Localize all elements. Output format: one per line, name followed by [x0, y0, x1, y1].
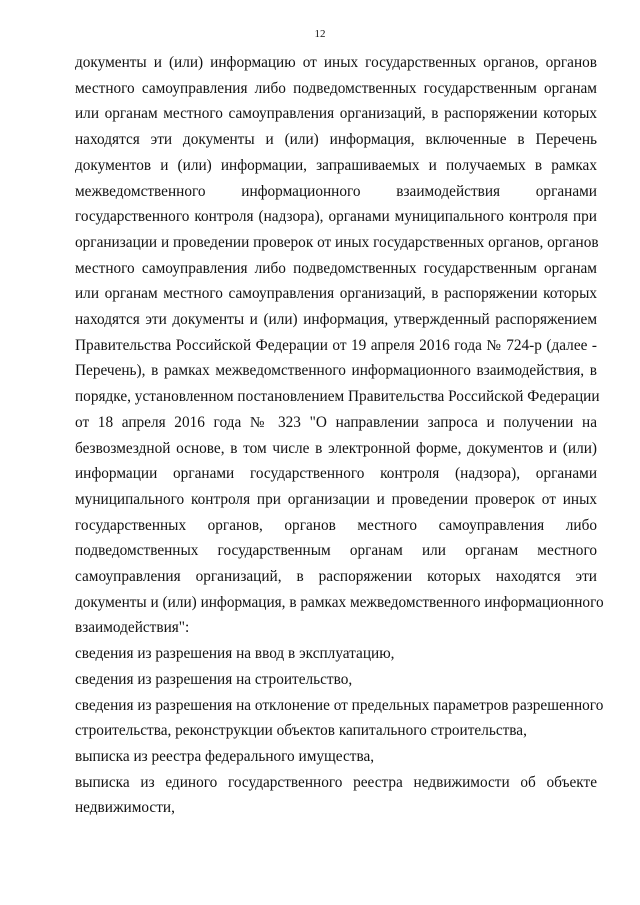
document-list — [75, 641, 604, 821]
paragraph-line: документы и (или) информация, в рамках межведомственного информационного — [75, 593, 604, 611]
list-item: выписка из реестра федерального имущества, — [75, 747, 375, 765]
paragraph-line: местного самоуправления либо подведомственных государственным органам — [75, 79, 597, 97]
paragraph-line: от 18 апреля 2016 года № 323 "О направлении запроса и получении на — [75, 413, 597, 431]
paragraph-line: документы и (или) информацию от иных государственных органов, органов — [75, 54, 597, 71]
list-item: сведения из разрешения на ввод в эксплуатацию, — [75, 645, 395, 663]
page-number: 12 — [314, 28, 326, 40]
paragraph-line: или органам местного самоуправления организаций, в распоряжении которых — [75, 285, 597, 303]
paragraph-line: или органам местного самоуправления организаций, в распоряжении которых — [75, 105, 597, 123]
paragraph-line: самоуправления организаций, в распоряжении которых находятся эти — [75, 568, 597, 586]
paragraph-line: межведомственного информационного взаимодействия органами — [75, 182, 597, 200]
list-item: выписка из единого государственного реестра недвижимости об объекте — [75, 773, 597, 791]
paragraph-line: Правительства Российской Федерации от 19 апреля 2016 года № 724-р (далее - — [75, 336, 597, 354]
paragraph-line: местного самоуправления либо подведомственных государственным органам — [75, 259, 597, 277]
paragraph-line: взаимодействия": — [75, 619, 190, 637]
list-item-continuation: недвижимости, — [75, 799, 175, 817]
list-item: сведения из разрешения на строительство, — [75, 670, 353, 688]
paragraph-line: государственных органов, органов местного самоуправления либо — [75, 516, 597, 534]
list-item: сведения из разрешения на отклонение от предельных параметров разрешенного — [75, 696, 604, 714]
paragraph-line: подведомственных государственным органам или органам местного — [75, 542, 597, 560]
document-body — [75, 50, 604, 821]
paragraph-line: Перечень), в рамках межведомственного информационного взаимодействия, в — [75, 362, 597, 380]
paragraph-line: документов и (или) информации, запрашиваемых и получаемых в рамках — [75, 156, 597, 174]
paragraph-line: государственного контроля (надзора), органами муниципального контроля при — [75, 208, 597, 226]
list-item-continuation: строительства, реконструкции объектов капитального строительства, — [75, 722, 527, 740]
paragraph-line: информации органами государственного контроля (надзора), органами — [75, 465, 597, 483]
paragraph-line: находятся эти документы и (или) информация, утвержденный распоряжением — [75, 311, 597, 329]
paragraph-line: безвозмездной основе, в том числе в электронной форме, документов и (или) — [75, 439, 597, 457]
main-paragraph — [75, 50, 604, 641]
paragraph-line: муниципального контроля при организации и проведении проверок от иных — [75, 490, 597, 508]
paragraph-line: порядке, установленном постановлением Правительства Российской Федерации — [75, 388, 600, 406]
paragraph-line: организации и проведении проверок от иных государственных органов, органов — [75, 233, 599, 251]
paragraph-line: находятся эти документы и (или) информация, включенные в Перечень — [75, 131, 597, 149]
